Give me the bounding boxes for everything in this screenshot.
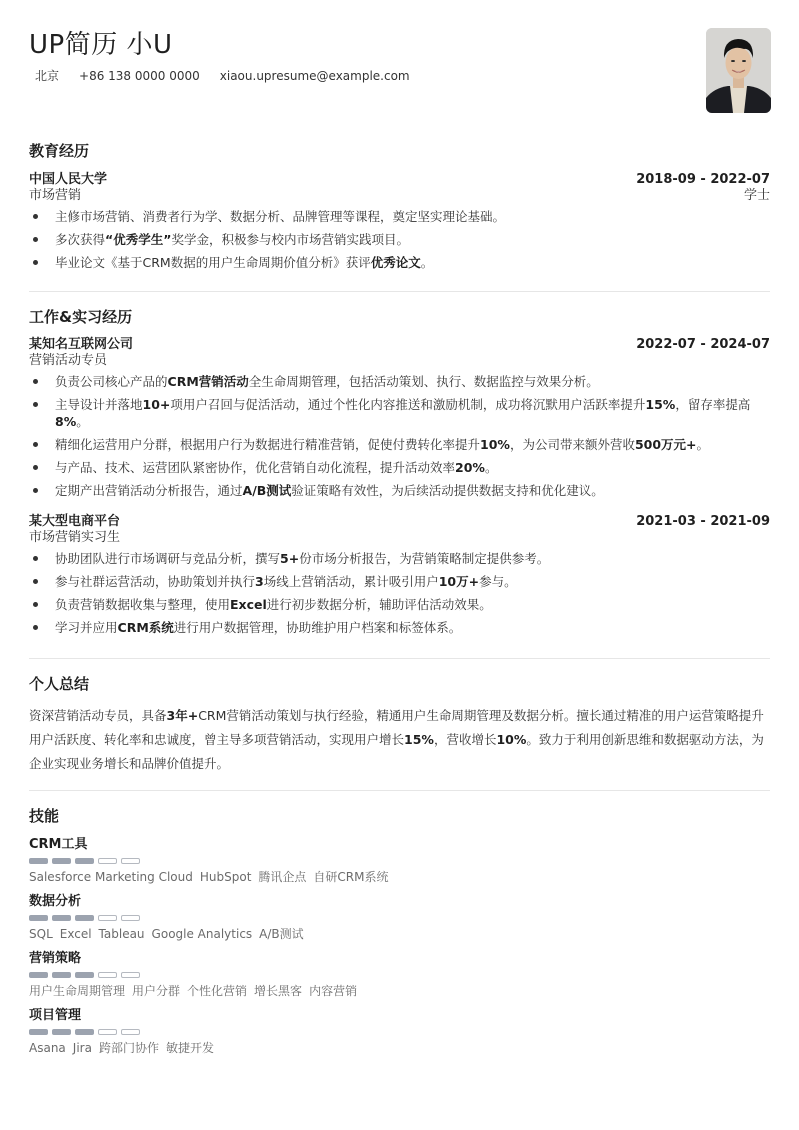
skill-level-segment [75,1029,94,1035]
list-item: 学习并应用CRM系统进行用户数据管理，协助维护用户档案和标签体系。 [29,619,770,636]
skill-level-segment [98,915,117,921]
job-entry [29,336,770,499]
skill-tag: Salesforce Marketing Cloud [29,870,193,884]
job-entry [29,513,770,636]
skill-name: 营销策略 [29,951,82,966]
skills-section [29,790,770,1058]
job-role: 市场营销实习生 [29,530,121,545]
location: 北京 [35,69,60,83]
skill-tag: Asana [29,1041,66,1055]
skill-tag: 用户生命周期管理 [29,984,126,998]
section-title-skills: 技能 [29,806,60,825]
candidate-name: UP简历 小U [29,30,173,60]
skill-item [29,949,770,1000]
skill-tag: Tableau [98,927,145,941]
skill-tag: SQL [29,927,53,941]
skill-level-segment [52,1029,71,1035]
skill-level-segment [98,858,117,864]
summary-section [29,658,770,790]
skill-level-segment [121,915,140,921]
email[interactable]: xiaou.upresume@example.com [219,69,410,83]
job-role: 营销活动专员 [29,353,108,368]
skill-level-segment [121,1029,140,1035]
skill-tag: 跨部门协作 [98,1041,159,1055]
education-section [29,124,770,291]
skill-level-segment [29,972,48,978]
skill-item [29,835,770,886]
degree: 学士 [743,187,770,203]
list-item: 参与社群运营活动，协助策划并执行3场线上营销活动，累计吸引用户10万+参与。 [29,573,770,590]
list-item: 定期产出营销活动分析报告，通过A/B测试验证策略有效性，为后续活动提供数据支持和优化建议。 [29,482,770,499]
phone: +86 138 0000 0000 [79,69,200,83]
resume-header [0,0,799,124]
skill-level-segment [121,972,140,978]
skill-tags [29,925,770,943]
list-item: 负责营销数据收集与整理，使用Excel进行初步数据分析，辅助评估活动效果。 [29,596,770,613]
skill-tags [29,868,770,886]
skill-tag: Google Analytics [151,927,253,941]
skill-level-bar [29,972,770,978]
skill-level-segment [98,972,117,978]
skill-level-segment [52,858,71,864]
skill-tag: A/B测试 [259,927,304,941]
skill-tag: 用户分群 [132,984,181,998]
skill-name: CRM工具 [29,837,88,852]
skill-level-segment [121,858,140,864]
major: 市场营销 [29,187,82,203]
education-date: 2018-09 - 2022-07 [636,171,770,187]
skill-tags [29,1039,770,1057]
skill-tag: Excel [59,927,92,941]
skill-tag: 自研CRM系统 [313,870,389,884]
skill-tag: 增长黑客 [254,984,303,998]
skill-name: 数据分析 [29,894,82,909]
work-section [29,291,770,659]
skill-name: 项目管理 [29,1008,82,1023]
skill-level-segment [29,915,48,921]
skill-level-bar [29,1029,770,1035]
avatar-photo [706,28,771,113]
skill-item [29,892,770,943]
list-item: 协助团队进行市场调研与竞品分析，撰写5+份市场分析报告，为营销策略制定提供参考。 [29,550,770,567]
job-bullets [29,550,770,636]
skill-level-bar [29,915,770,921]
skill-tags [29,982,770,1000]
skill-level-segment [75,972,94,978]
skill-tag: 腾讯企点 [258,870,307,884]
section-title-education: 教育经历 [29,142,90,160]
skills-list [29,835,770,1057]
section-title-summary: 个人总结 [29,675,90,693]
skill-level-segment [98,1029,117,1035]
list-item: 与产品、技术、运营团队紧密协作，优化营销自动化流程，提升活动效率20%。 [29,459,770,476]
skill-level-segment [52,915,71,921]
school-name: 中国人民大学 [29,171,108,187]
skill-item [29,1006,770,1057]
list-item: 负责公司核心产品的CRM营销活动全生命周期管理，包括活动策划、执行、数据监控与效果分析。 [29,373,770,390]
job-date: 2021-03 - 2021-09 [636,514,770,529]
section-title-work: 工作&实习经历 [29,307,133,326]
list-item: 主修市场营销、消费者行为学、数据分析、品牌管理等课程，奠定坚实理论基础。 [29,208,770,225]
company-name: 某大型电商平台 [29,514,121,529]
skill-tag: 敏捷开发 [165,1041,214,1055]
education-entry [29,171,770,271]
skill-level-bar [29,858,770,864]
skill-level-segment [29,1029,48,1035]
job-date: 2022-07 - 2024-07 [636,337,770,352]
skill-level-segment [75,858,94,864]
portrait-icon [706,28,771,113]
skill-tag: Jira [72,1041,92,1055]
skill-tag: HubSpot [199,870,252,884]
skill-level-segment [52,972,71,978]
list-item: 多次获得“优秀学生”奖学金，积极参与校内市场营销实践项目。 [29,231,770,248]
education-bullets [29,208,770,271]
skill-level-segment [29,858,48,864]
list-item: 毕业论文《基于CRM数据的用户生命周期价值分析》获评优秀论文。 [29,254,770,271]
skill-level-segment [75,915,94,921]
job-bullets [29,373,770,499]
list-item: 主导设计并落地10+项用户召回与促活活动，通过个性化内容推送和激励机制，成功将沉默用户活跃率提升15%，留存率提高8%。 [29,396,770,430]
summary-text: 资深营销活动专员，具备3年+CRM营销活动策划与执行经验，精通用户生命周期管理及数据分析。擅长通过精准的用户运营策略提升用户活跃度、转化率和忠诚度，曾主导多项营销活动，实现用户增长15%，营收增长10%。致力于利用创新思维和数据驱动方法，为企业实现业务增长和品牌价值提升。 [29,707,764,771]
company-name: 某知名互联网公司 [29,337,134,352]
skill-tag: 个性化营销 [187,984,248,998]
list-item: 精细化运营用户分群，根据用户行为数据进行精准营销，促使付费转化率提升10%，为公司带来额外营收500万元+。 [29,436,770,453]
contact-info [35,67,410,85]
skill-tag: 内容营销 [309,984,358,998]
